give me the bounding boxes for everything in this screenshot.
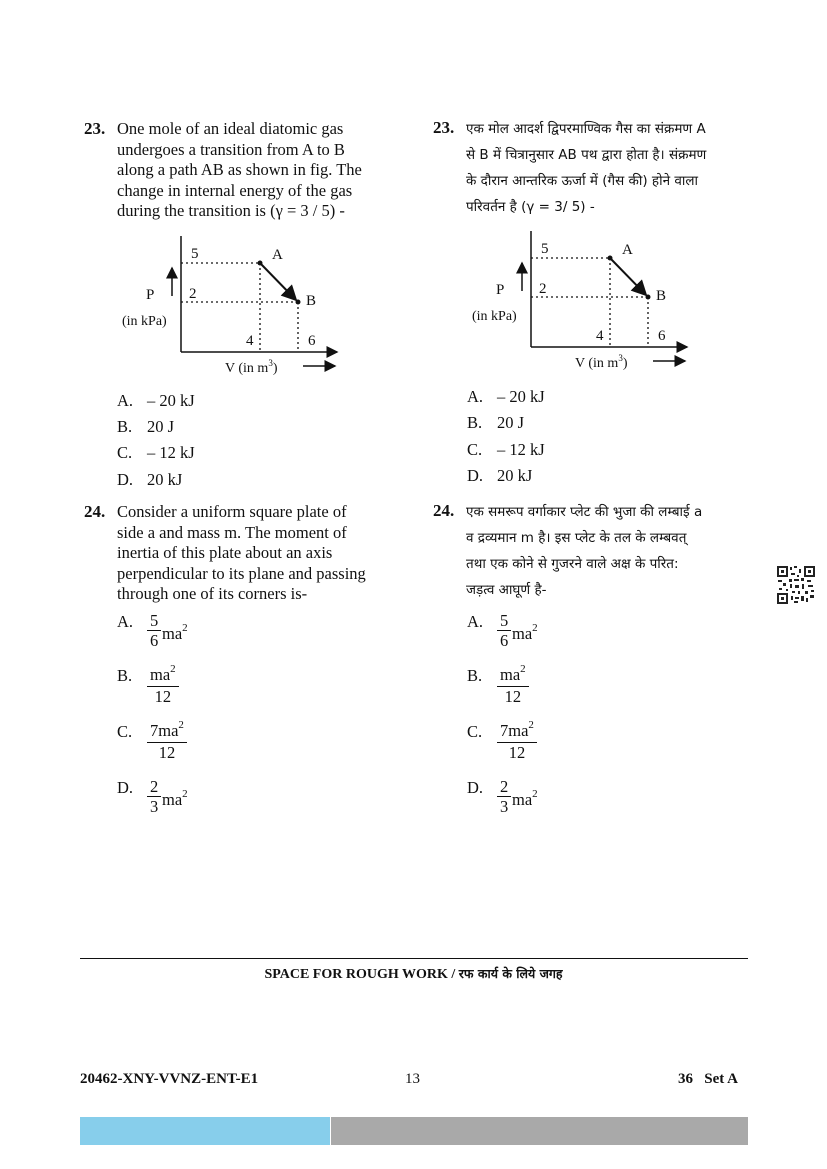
question-text: एक समरूप वर्गाकार प्लेट की भुजा की लम्बाई a व द्रव्यमान m है। इस प्लेट के तल के लम्बवत् तथा एक कोने से गुजरने वाले अक्ष के परित: जड़त्व आघूर्ण है-: [466, 504, 703, 598]
pv-graph-english: [115, 228, 350, 380]
rough-work-label: SPACE FOR ROUGH WORK / रफ कार्य के लिये जगह: [264, 966, 563, 982]
footer-bar-gray: [331, 1117, 748, 1145]
page-number: 13: [405, 1071, 420, 1087]
option-b[interactable]: B. $\frac{ma^2}{12}$: [117, 666, 237, 712]
point-b-dot: [296, 300, 301, 305]
path-ab: [610, 258, 646, 295]
question-number: 24.: [433, 501, 455, 520]
fraction: $\frac{2}{3}$: [497, 778, 511, 817]
p-label: P: [146, 287, 155, 303]
v-label: V (in $m^3$): [225, 358, 278, 376]
fraction: $\frac{2}{3}$: [147, 778, 161, 817]
v-label: V (in $m^3$): [575, 353, 628, 371]
point-a-label: A: [272, 247, 283, 263]
option-b[interactable]: B. $\frac{ma^2}{12}$: [467, 666, 587, 712]
fraction: $\frac{5}{6}$: [497, 612, 511, 651]
question-text: Consider a uniform square plate of side a and mass m. The moment of inertia of this plate about an axis perpendicular to its plane and passing through one of its corners is-: [117, 502, 366, 603]
p-unit: (in kPa): [472, 309, 517, 324]
q23-hindi: [433, 116, 763, 226]
fraction: $\frac{7ma^2}{12}$: [497, 722, 537, 763]
tick-label: 2: [539, 281, 547, 297]
point-a-dot: [608, 256, 613, 261]
point-b-dot: [646, 295, 651, 300]
footer-bar-blue: [80, 1117, 330, 1145]
tick-label: 6: [308, 333, 316, 349]
point-a-dot: [258, 261, 263, 266]
tick-label: 6: [658, 328, 666, 344]
q24-hindi: [433, 499, 763, 605]
tick-label: 5: [191, 246, 199, 262]
question-text: One mole of an ideal diatomic gas undergoes a transition from A to B along a path AB as shown in fig. The change in internal energy of the gas during the transition is (γ = 3 / 5) -: [117, 119, 362, 220]
tick-label: 4: [246, 333, 254, 349]
set-label: 36 Set A: [678, 1071, 738, 1087]
fraction: $\frac{ma^2}{12}$: [147, 666, 179, 707]
pv-graph-hindi: [465, 223, 700, 375]
qr-code-icon: [777, 566, 815, 604]
tick-label: 2: [189, 286, 197, 302]
option-a[interactable]: A. $\frac{5}{6}$ $ma^2$: [117, 611, 188, 650]
path-ab: [260, 263, 296, 300]
p-label: P: [496, 282, 505, 298]
point-a-label: A: [622, 242, 633, 258]
question-text: एक मोल आदर्श द्विपरमाण्विक गैस का संक्रमण A से B में चित्रानुसार AB पथ द्वारा होता है। संक्रमण के दौरान आन्तरिक ऊर्जा में (गैस की) होने वाला परिवर्तन है (γ = 3/ 5) -: [466, 121, 707, 215]
divider: [80, 958, 748, 959]
question-number: 24.: [84, 502, 106, 521]
option-d[interactable]: D. $\frac{2}{3}$ $ma^2$: [117, 777, 188, 816]
fraction: $\frac{ma^2}{12}$: [497, 666, 529, 707]
p-unit: (in kPa): [122, 314, 167, 329]
paper-code: 20462-XNY-VVNZ-ENT-E1: [80, 1071, 259, 1087]
question-number: 23.: [84, 119, 106, 138]
option-d[interactable]: D. $\frac{2}{3}$ $ma^2$: [467, 777, 538, 816]
question-number: 23.: [433, 118, 455, 137]
option-c[interactable]: C. $\frac{7ma^2}{12}$: [117, 722, 237, 768]
option-a[interactable]: A. $\frac{5}{6}$ $ma^2$: [467, 611, 538, 650]
q23-english: [84, 119, 404, 229]
tick-label: 5: [541, 241, 549, 257]
point-b-label: B: [306, 293, 317, 309]
point-b-label: B: [656, 288, 667, 304]
q24-english: [84, 502, 404, 608]
tick-label: 4: [596, 328, 604, 344]
fraction: $\frac{5}{6}$: [147, 612, 161, 651]
fraction: $\frac{7ma^2}{12}$: [147, 722, 187, 763]
option-c[interactable]: C. $\frac{7ma^2}{12}$: [467, 722, 587, 768]
